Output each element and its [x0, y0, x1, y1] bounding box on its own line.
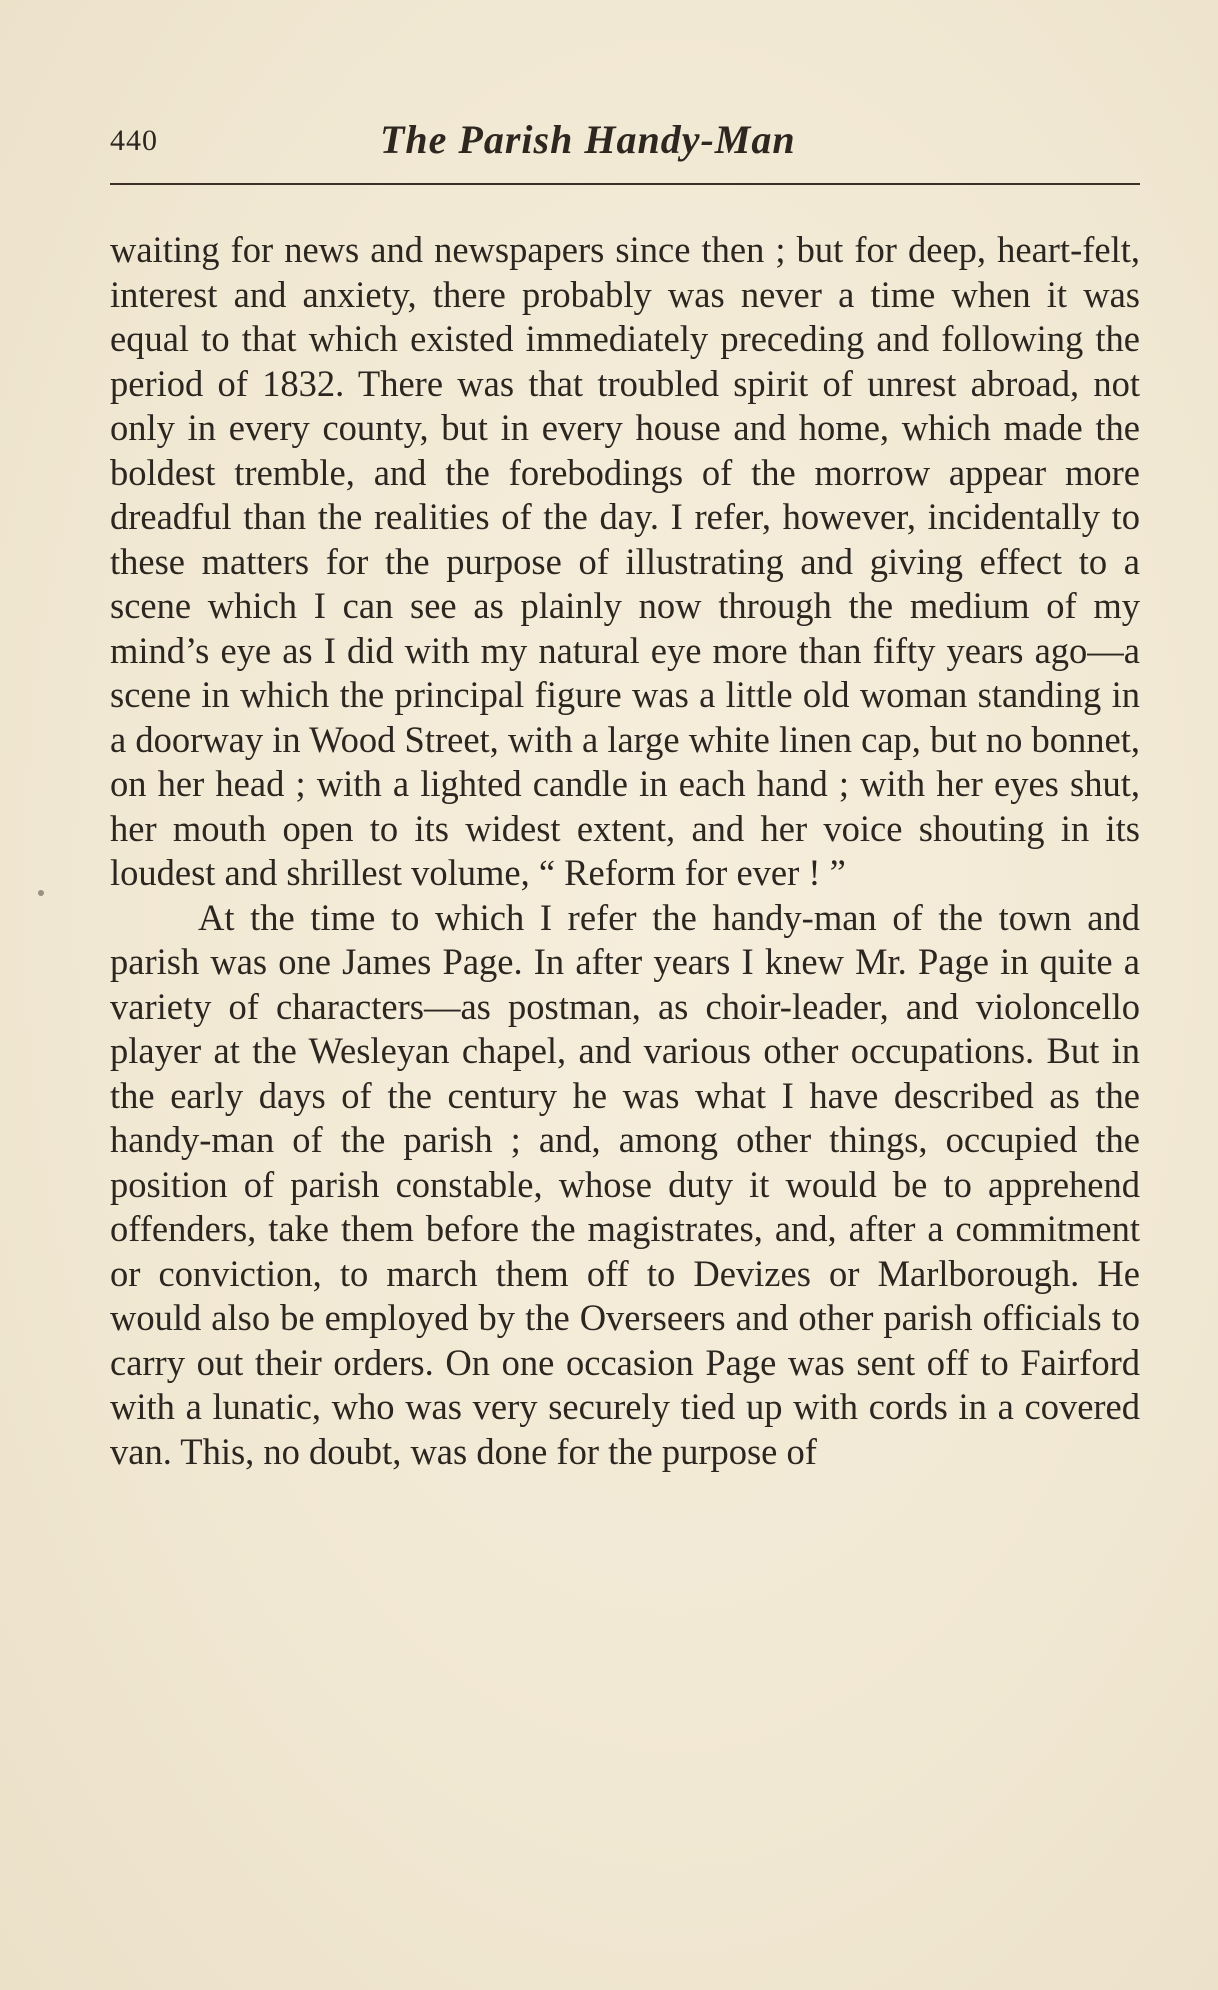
running-title: The Parish Handy-Man: [380, 117, 796, 162]
page-header: [110, 112, 1140, 182]
paragraph-james-page: At the time to which I refer the handy-man of the town and parish was one James Page. In after years I knew Mr. Page in quite a variety of characters—as postman, as choir-leader, and violoncello player at the Wesleyan chapel, and various other occupations. But in the early days of the century he was what I have described as the handy-man of the parish ; and, among other things, occupied the position of parish constable, whose duty it would be to apprehend offenders, take them before the magistrates, and, after a commitment or conviction, to march them off to Devizes or Marlborough. He would also be employed by the Overseers and other parish officials to carry out their orders. On one occasion Page was sent off to Fairford with a lunatic, who was very securely tied up with cords in a covered van. This, no doubt, was done for the purpose of: [110, 896, 1140, 1472]
page-number: 440: [110, 124, 158, 157]
margin-speck: [38, 890, 44, 896]
body-text: [110, 228, 1140, 1474]
header-rule: [110, 183, 1140, 185]
paragraph-continued: waiting for news and newspapers since then ; but for deep, heart-felt, interest and anxiety, there probably was never a time when it was equal to that which existed immediately preceding and following the period of 1832. There was that troubled spirit of unrest abroad, not only in every county, but in every house and home, which made the boldest tremble, and the forebodings of the morrow appear more dreadful than the realities of the day. I refer, however, incidentally to these matters for the purpose of illustrating and giving effect to a scene which I can see as plainly now through the medium of my mind’s eye as I did with my natural eye more than fifty years ago—a scene in which the principal figure was a little old woman standing in a doorway in Wood Street, with a large white linen cap, but no bonnet, on her head ; with a lighted candle in each hand ; with her eyes shut, her mouth open to its widest extent, and her voice shouting in its loudest and shrillest volume, “ Reform for ever ! ”: [110, 229, 1140, 893]
